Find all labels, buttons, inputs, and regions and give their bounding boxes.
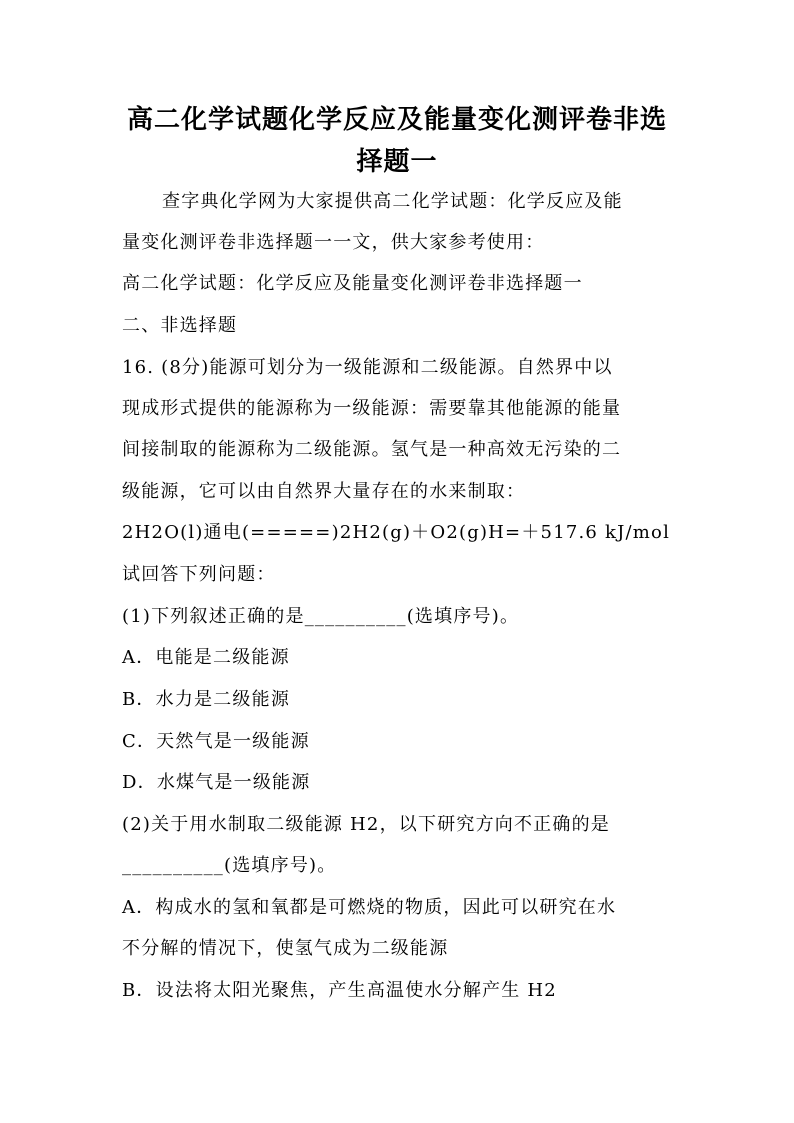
option-2a-line-2: 不分解的情况下，使氢气成为二级能源 [122,938,449,959]
subquestion-1: (1)下列叙述正确的是__________(选填序号)。 [122,606,520,627]
question-16-line-4: 级能源，它可以由自然界大量存在的水来制取： [122,481,526,502]
intro-line-2: 量变化测评卷非选择题一一文，供大家参考使用： [122,232,545,253]
question-16-line-1: 16. (8分)能源可划分为一级能源和二级能源。自然界中以 [122,357,613,378]
option-1c: C．天然气是一级能源 [122,731,310,752]
section-heading: 二、非选择题 [122,315,238,336]
instruction-line: 试回答下列问题： [122,564,276,585]
option-2a-line-1: A．构成水的氢和氧都是可燃烧的物质，因此可以研究在水 [122,897,617,918]
option-1a: A．电能是二级能源 [122,647,290,668]
intro-line-1: 查字典化学网为大家提供高二化学试题：化学反应及能 [162,191,623,212]
subquestion-2-line-1: (2)关于用水制取二级能源 H2，以下研究方向不正确的是 [122,814,610,835]
document-title-line-1: 高二化学试题化学反应及能量变化测评卷非选 [126,105,667,135]
option-1d: D．水煤气是一级能源 [122,772,311,793]
option-1b: B．水力是二级能源 [122,689,291,710]
chemical-equation: 2H2O(l)通电(=====)2H2(g)＋O2(g)H=＋517.6 kJ/mol [122,522,671,543]
document-title-line-2: 择题一 [356,147,438,177]
question-16-line-2: 现成形式提供的能源称为一级能源：需要靠其他能源的能量 [122,398,622,419]
question-16-line-3: 间接制取的能源称为二级能源。氢气是一种高效无污染的二 [122,439,622,460]
subtitle-line: 高二化学试题：化学反应及能量变化测评卷非选择题一 [122,273,583,294]
subquestion-2-line-2: __________(选填序号)。 [122,855,337,876]
option-2b: B．设法将太阳光聚焦，产生高温使水分解产生 H2 [122,980,557,1001]
